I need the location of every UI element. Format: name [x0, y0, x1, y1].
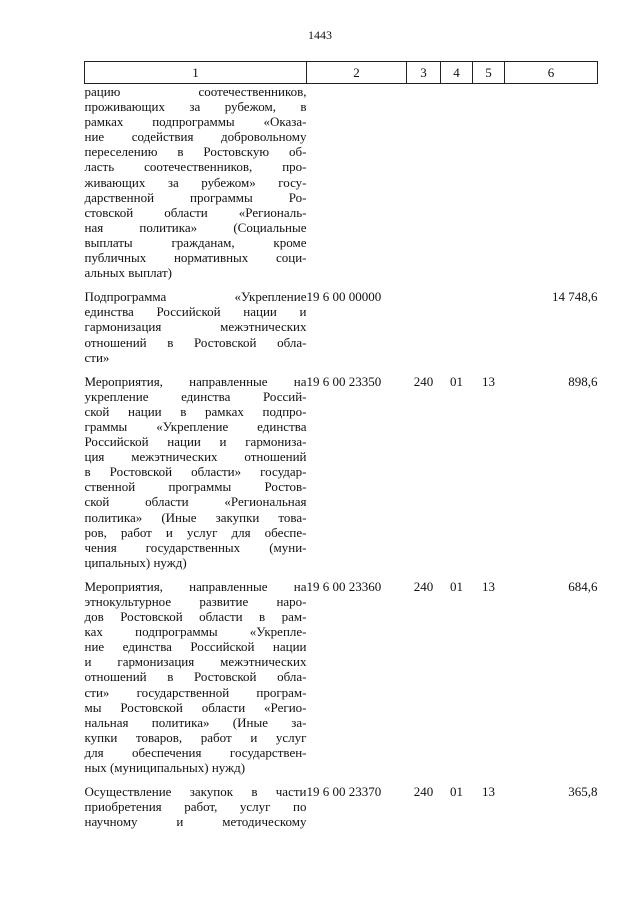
- row-amount: 365,8: [568, 784, 598, 800]
- description-line: единства Российской нации и: [84, 304, 307, 320]
- row-section: 01: [450, 578, 463, 594]
- description-line: сти»: [84, 349, 110, 365]
- description-line: рацию соотечественников,: [84, 84, 307, 99]
- row-spacer: [85, 570, 598, 579]
- description-line: Российской нации и гармониза-: [84, 434, 307, 450]
- description-line: Мероприятия, направленные на: [84, 373, 307, 389]
- row-description: [85, 84, 307, 281]
- row-spacer: [85, 365, 598, 374]
- row-amount: [505, 84, 598, 281]
- header-col-5: 5: [473, 62, 505, 84]
- header-col-2: 2: [307, 62, 407, 84]
- row-target-code: [307, 84, 407, 281]
- description-line: ная политика» (Социальные: [84, 219, 307, 235]
- row-target-code: 19 6 00 23360: [306, 578, 382, 594]
- description-line: ственной программы Ростов-: [84, 479, 307, 495]
- description-line: проживающих за рубежом, в: [84, 99, 307, 115]
- page-number: 1443: [308, 28, 332, 42]
- row-expense-type: [407, 84, 441, 281]
- description-line: ние единства Российской нации: [84, 639, 307, 655]
- description-line: Мероприятия, направленные на: [84, 578, 307, 594]
- description-line: научному и методическому: [84, 814, 307, 830]
- row-target-code: 19 6 00 23350: [306, 373, 382, 389]
- row-subsection: 13: [482, 373, 495, 389]
- row-description: [85, 374, 307, 570]
- header-col-1: 1: [85, 62, 307, 84]
- row-section: [441, 289, 473, 364]
- table-body: [85, 84, 598, 830]
- row-spacer: [85, 775, 598, 784]
- description-line: и гармонизация межэтнических: [84, 654, 307, 670]
- description-line: живающих за рубежом» госу-: [84, 174, 307, 190]
- description-line: выплаты гражданам, кроме: [84, 234, 307, 250]
- description-line: ров, работ и услуг для обеспе-: [84, 524, 307, 540]
- table-row: [85, 579, 598, 775]
- description-line: Осуществление закупок в части: [84, 784, 307, 800]
- table-row: [85, 784, 598, 829]
- row-spacer-cell: [85, 280, 598, 289]
- row-expense-type: 240: [413, 373, 434, 389]
- row-spacer-cell: [85, 775, 598, 784]
- description-line: в Ростовской области» государ-: [84, 464, 307, 480]
- description-line: стовской области «Региональ-: [84, 204, 307, 220]
- description-line: ках подпрограммы «Укрепле-: [84, 624, 307, 640]
- row-description: [85, 289, 307, 364]
- table-row: [85, 374, 598, 570]
- row-subsection: 13: [482, 784, 495, 800]
- row-expense-type: [407, 289, 441, 364]
- row-amount: 898,6: [568, 373, 598, 389]
- row-spacer-cell: [85, 570, 598, 579]
- row-target-code: 19 6 00 23370: [306, 784, 382, 800]
- description-line: Подпрограмма «Укрепление: [84, 289, 307, 305]
- row-section: 01: [450, 784, 463, 800]
- row-amount: 684,6: [568, 578, 598, 594]
- row-section: 01: [450, 373, 463, 389]
- table-row: [85, 289, 598, 364]
- description-line: политика» (Иные закупки това-: [84, 509, 307, 525]
- description-line: рамках подпрограммы «Оказа-: [84, 114, 307, 130]
- description-line: ской нации в рамках подпро-: [84, 403, 307, 419]
- row-spacer-cell: [85, 365, 598, 374]
- row-subsection: 13: [482, 578, 495, 594]
- description-line: сти» государственной програм-: [84, 684, 307, 700]
- row-description: [85, 579, 307, 775]
- description-line: ласть соотечественников, про-: [84, 159, 307, 175]
- header-col-4: 4: [441, 62, 473, 84]
- header-col-3: 3: [407, 62, 441, 84]
- header-col-6: 6: [505, 62, 598, 84]
- row-section: [441, 84, 473, 281]
- description-line: ция межэтнических отношений: [84, 449, 307, 465]
- budget-table: [84, 61, 598, 829]
- description-line: отношений в Ростовской обла-: [84, 669, 307, 685]
- description-line: дов Ростовской области в рам-: [84, 609, 307, 625]
- description-line: приобретения работ, услуг по: [84, 799, 307, 815]
- row-expense-type: 240: [413, 784, 434, 800]
- description-line: альных выплат): [84, 265, 173, 281]
- description-line: этнокультурное развитие наро-: [84, 594, 307, 609]
- description-line: для обеспечения государствен-: [84, 744, 307, 760]
- row-subsection: [473, 289, 505, 364]
- header-row: [85, 62, 598, 84]
- row-expense-type: 240: [413, 578, 434, 594]
- description-line: чения государственных (муни-: [84, 539, 307, 555]
- table-row: [85, 84, 598, 281]
- description-line: купки товаров, работ и услуг: [84, 729, 307, 745]
- description-line: дарственной программы Ро-: [84, 189, 307, 205]
- description-line: ние содействия добровольному: [84, 129, 307, 145]
- description-line: ципальных) нужд): [84, 554, 187, 570]
- description-line: граммы «Укрепление единства: [84, 418, 307, 434]
- description-line: нальная политика» (Иные за-: [84, 714, 307, 730]
- row-spacer: [85, 280, 598, 289]
- description-line: укрепление единства Россий-: [84, 388, 307, 404]
- description-line: отношений в Ростовской обла-: [84, 334, 307, 350]
- row-description: [85, 784, 307, 829]
- description-line: мы Ростовской области «Регио-: [84, 699, 307, 715]
- row-target-code: 19 6 00 00000: [306, 289, 382, 305]
- description-line: переселению в Ростовскую об-: [84, 144, 307, 160]
- row-subsection: [473, 84, 505, 281]
- row-amount: 14 748,6: [552, 289, 598, 305]
- description-line: ных (муниципальных) нужд): [84, 760, 246, 776]
- description-line: публичных нормативных соци-: [84, 250, 307, 266]
- description-line: ской области «Региональная: [84, 494, 307, 510]
- description-line: гармонизация межэтнических: [84, 319, 307, 335]
